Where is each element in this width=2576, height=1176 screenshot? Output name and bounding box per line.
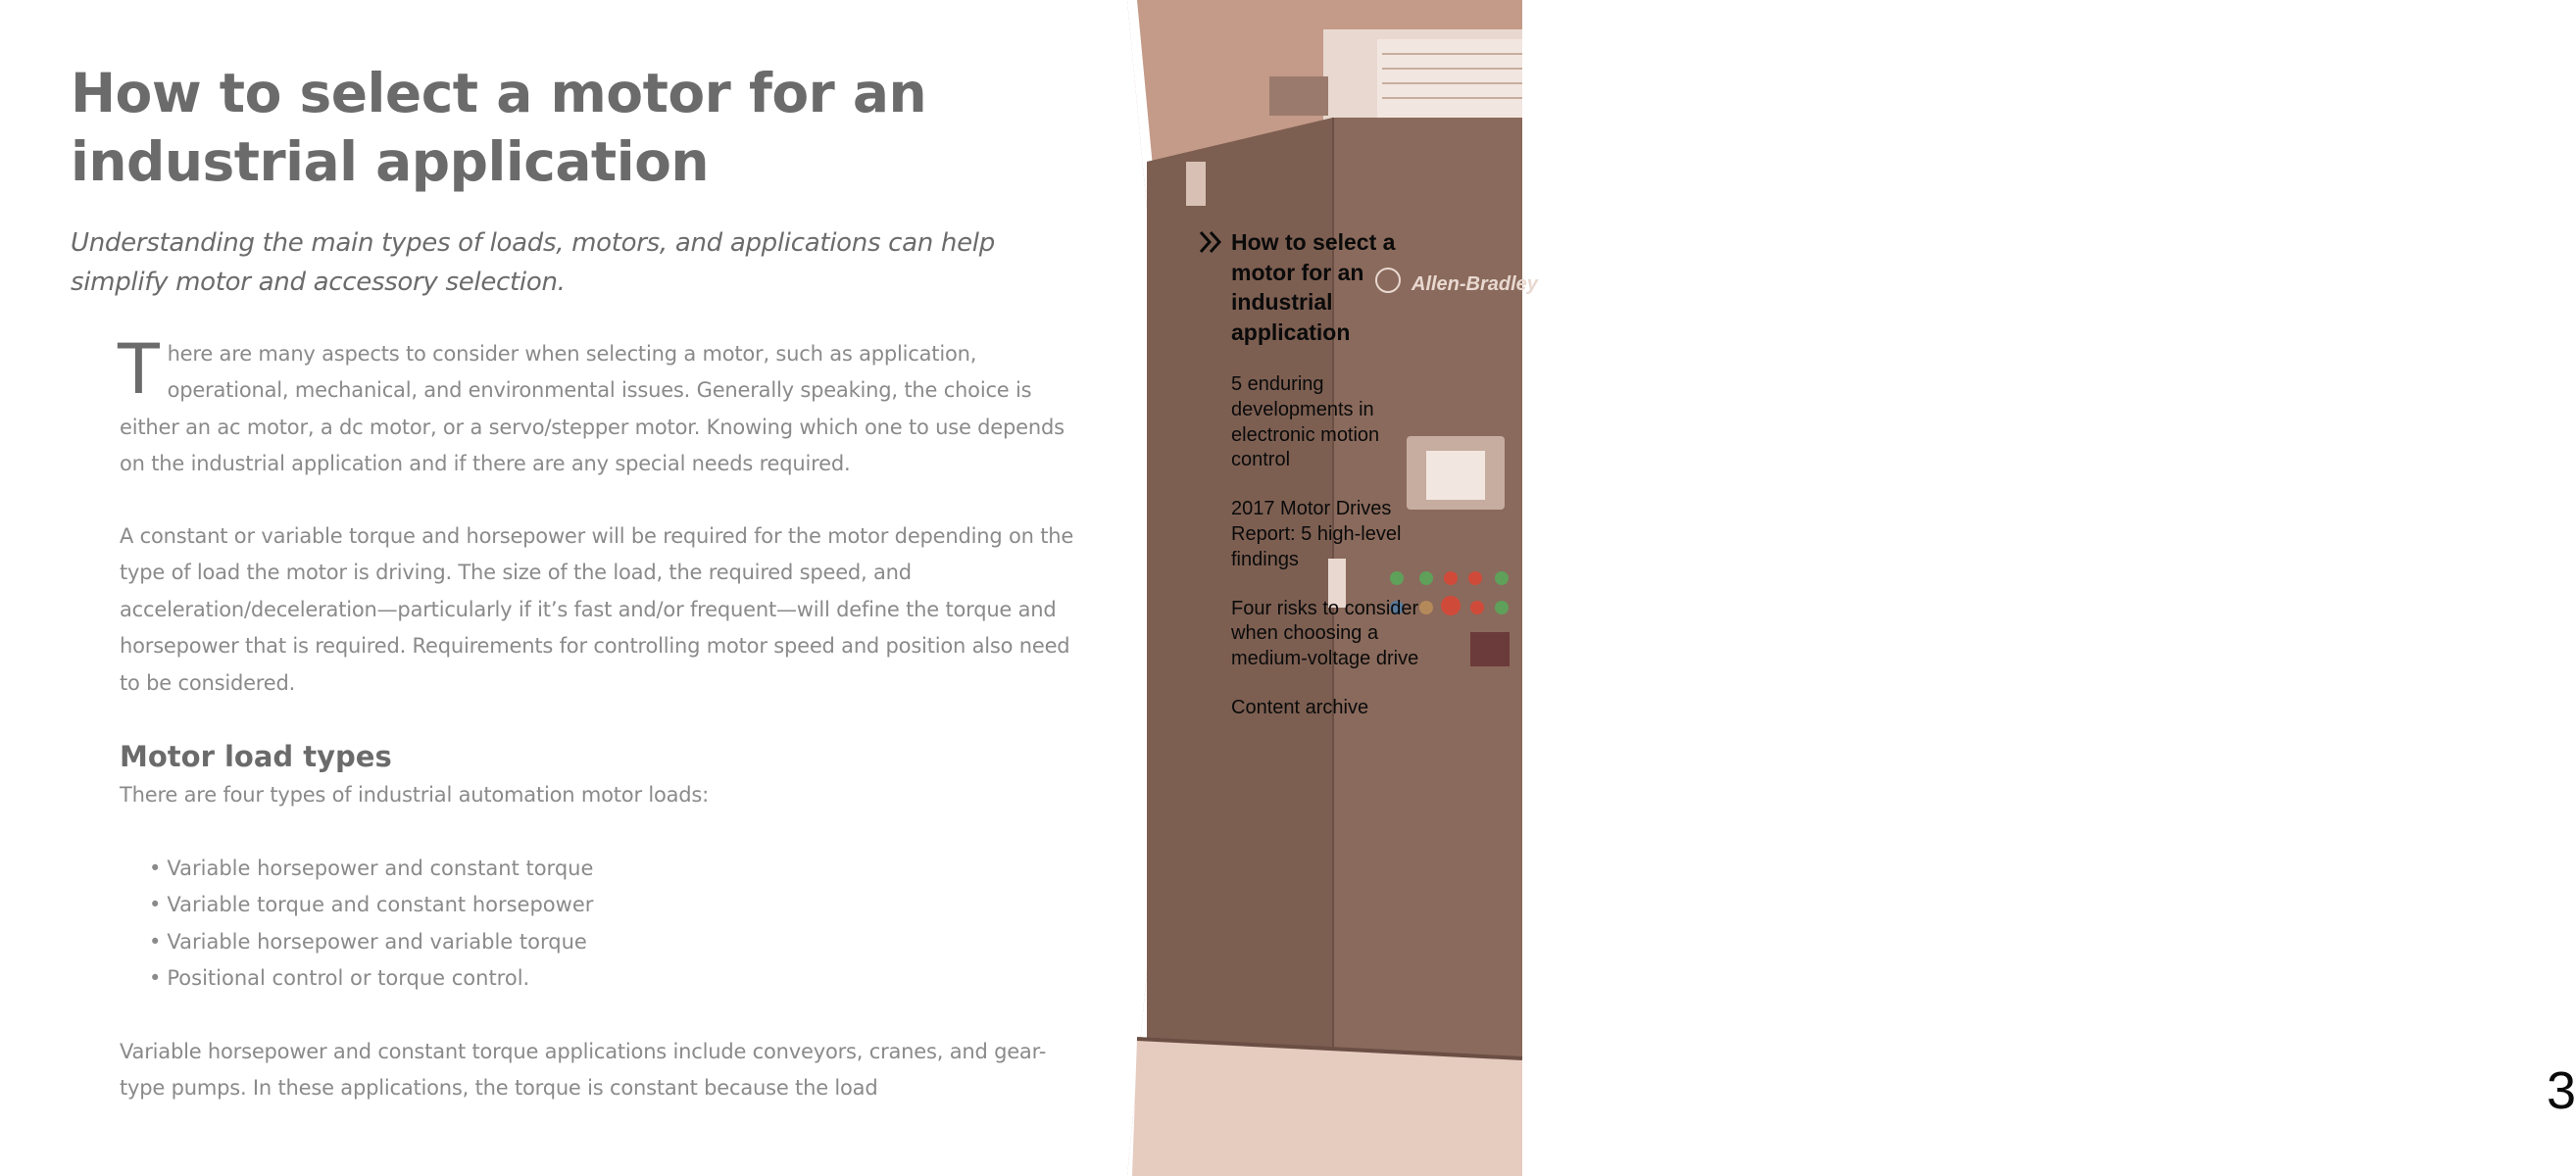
load-types-list <box>149 851 593 998</box>
cabinet-base <box>1132 1039 1522 1176</box>
brand-label: Allen-Bradley <box>1412 273 1538 295</box>
article-column <box>0 0 1127 1176</box>
list-item: • Variable torque and constant horsepower <box>149 887 593 923</box>
paragraph-torque: A constant or variable torque and horsepower will be required for the motor depending on the type of load the motor is driving. The size of the load, the required speed, and acceleration/deceleration—particularly if it’s fast and/or frequent—will define the torque and horsepower that is required. Requirements for controlling motor speed and position also need to be considered. <box>120 524 1074 695</box>
top-bracket <box>1269 76 1328 116</box>
list-item: • Positional control or torque control. <box>149 960 593 997</box>
paragraph-applications: Variable horsepower and constant torque applications include conveyors, cranes, and gear-type pumps. In these applications, the torque is constant because the load <box>120 1040 1047 1101</box>
section-heading: Motor load types <box>120 740 392 773</box>
page-number: 3 <box>2547 1061 2576 1120</box>
list-item: • Variable horsepower and constant torque <box>149 851 593 887</box>
nav-item-label: How to select a motor for an industrial application <box>1231 229 1396 345</box>
double-chevron-right-icon <box>1198 229 1225 255</box>
nav-item-drives-report[interactable]: 2017 Motor Drives Report: 5 high-level findings <box>1231 498 1402 570</box>
paragraph-intro <box>118 329 1090 483</box>
nav-item-medium-voltage[interactable]: Four risks to consider when choosing a medium-voltage drive <box>1231 597 1419 670</box>
contents-nav <box>1198 227 1453 721</box>
digital-display <box>1470 632 1510 666</box>
vent-grille <box>1377 39 1522 118</box>
drop-cap: T <box>118 329 160 410</box>
section-intro: There are four types of industrial automation motor loads: <box>120 783 710 807</box>
side-label <box>1186 162 1206 206</box>
nav-item-motion-control[interactable]: 5 enduring developments in electronic motion control <box>1231 373 1380 471</box>
nav-item-how-to-select[interactable] <box>1198 227 1453 347</box>
article-subtitle: Understanding the main types of loads, motors, and applications can help simplify motor and accessory selection. <box>71 228 995 297</box>
paragraph-intro-text: here are many aspects to consider when selecting a motor, such as application, operational, mechanical, and environmental issues. Generally speaking, the choice is either an ac motor, a dc motor, or a servo/stepper motor. Knowing which one to use depends on the industrial application and if there are any special needs required. <box>120 342 1065 476</box>
nav-item-content-archive[interactable]: Content archive <box>1231 696 1369 718</box>
list-item: • Variable horsepower and variable torque <box>149 924 593 960</box>
article-title: How to select a motor for an industrial application <box>71 62 927 193</box>
